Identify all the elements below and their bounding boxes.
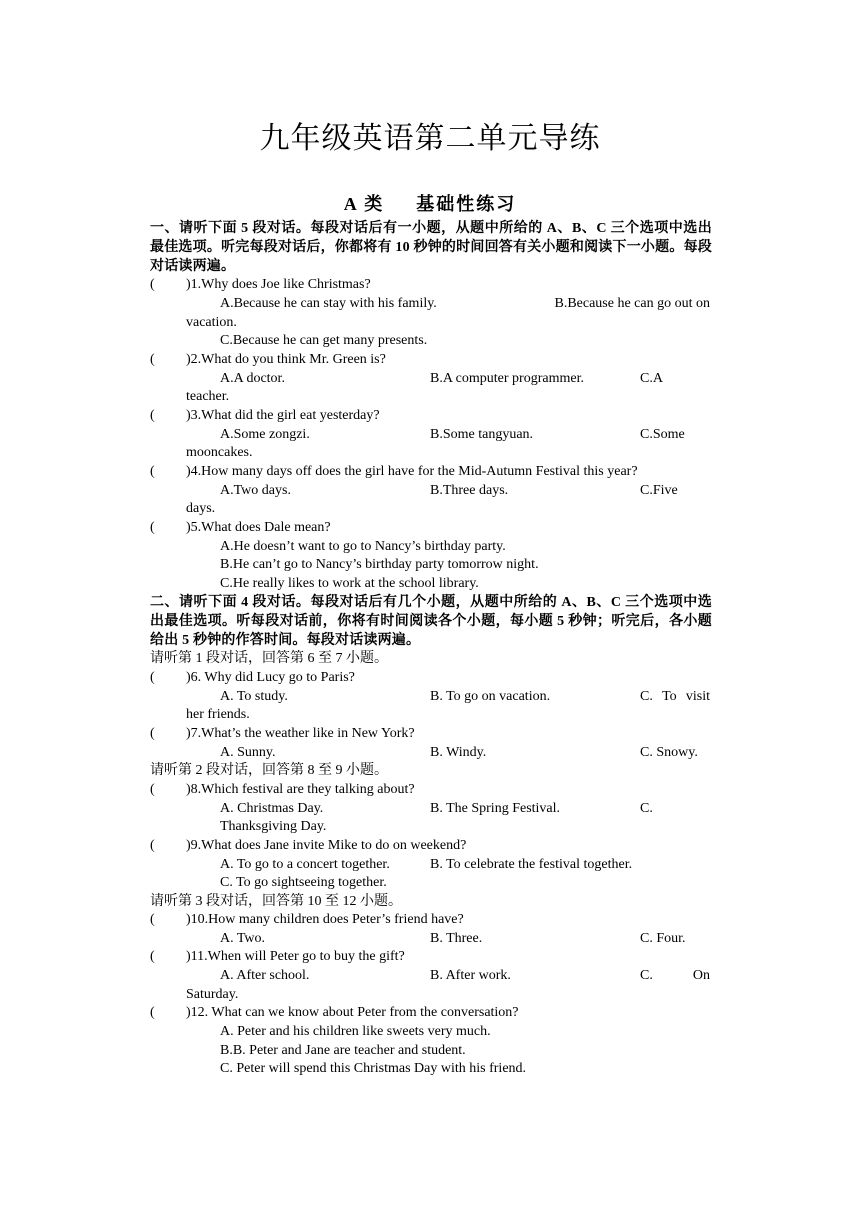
option-a: A.Two days. <box>220 483 291 498</box>
option-a: A. To go to a concert together. <box>220 857 390 872</box>
option-c <box>640 967 710 986</box>
option-c: C. Peter will spend this Christmas Day with his friend. <box>220 1061 527 1076</box>
section-name: 基础性练习 <box>416 194 517 214</box>
question-stem: )12. What can we know about Peter from the conversation? <box>186 1005 519 1020</box>
option-c: C. Four. <box>640 931 686 946</box>
option-c-continuation: mooncakes. <box>186 445 253 460</box>
option-c: C.Because he can get many presents. <box>220 333 428 348</box>
dialogue-note: 请听第 1 段对话，回答第 6 至 7 小题。 <box>150 651 388 666</box>
option-c: C. To go sightseeing together. <box>220 875 387 890</box>
dialogue-note: 请听第 2 段对话，回答第 8 至 9 小题。 <box>150 763 388 778</box>
question-stem: )5.What does Dale mean? <box>186 520 331 535</box>
question-stem: )11.When will Peter go to buy the gift? <box>186 949 405 964</box>
option-a: A.He doesn’t want to go to Nancy’s birthday party. <box>220 539 506 554</box>
option-a: A. Peter and his children like sweets very much. <box>220 1024 491 1039</box>
option-b: B.Because he can go out on <box>554 296 710 311</box>
option-b: B.A computer programmer. <box>430 371 584 386</box>
question-stem: )10.How many children does Peter’s friend have? <box>186 912 464 927</box>
option-a: A. After school. <box>220 968 310 983</box>
option-b: B.He can’t go to Nancy’s birthday party tomorrow night. <box>220 557 539 572</box>
answer-blank: ( <box>150 670 155 685</box>
question-stem: )7.What’s the weather like in New York? <box>186 726 415 741</box>
question-stem: )3.What did the girl eat yesterday? <box>186 408 380 423</box>
option-b: B. After work. <box>430 968 511 983</box>
dialogue-note: 请听第 3 段对话，回答第 10 至 12 小题。 <box>150 894 402 909</box>
option-b: B.Some tangyuan. <box>430 427 534 442</box>
question-stem: )1.Why does Joe like Christmas? <box>186 277 371 292</box>
option-c: C.Five <box>640 483 678 498</box>
answer-blank: ( <box>150 838 155 853</box>
option-c-word: On <box>692 968 710 983</box>
answer-blank: ( <box>150 408 155 423</box>
option-c-continuation: Thanksgiving Day. <box>220 819 327 834</box>
answer-blank: ( <box>150 782 155 797</box>
option-b: B. To celebrate the festival together. <box>430 857 633 872</box>
option-a: A.A doctor. <box>220 371 285 386</box>
answer-blank: ( <box>150 912 155 927</box>
question-stem: )9.What does Jane invite Mike to do on weekend? <box>186 838 467 853</box>
option-b: B.Three days. <box>430 483 509 498</box>
answer-blank: ( <box>150 464 155 479</box>
question-stem: )4.How many days off does the girl have for the Mid-Autumn Festival this year? <box>186 464 638 479</box>
question-stem: )6. Why did Lucy go to Paris? <box>186 670 355 685</box>
option-b: B. Three. <box>430 931 483 946</box>
option-c: C. <box>640 801 653 816</box>
part1-instruction: 一、请听下面 5 段对话。每段对话后有一小题，从题中所给的 A、B、C 三个选项中选出最佳选项。听完每段对话后，你都将有 10 秒钟的时间回答有关小题和阅读下一小题。每段对话读两遍。 <box>150 221 712 274</box>
question-stem: )8.Which festival are they talking about? <box>186 782 415 797</box>
option-c-word: To <box>662 689 677 704</box>
option-a: A. Sunny. <box>220 745 276 760</box>
option-c: C.He really likes to work at the school library. <box>220 576 479 591</box>
answer-blank: ( <box>150 1005 155 1020</box>
option-a: A.Some zongzi. <box>220 427 310 442</box>
option-c-continuation: days. <box>186 501 216 516</box>
option-row <box>220 295 710 314</box>
option-c: C.Some <box>640 427 685 442</box>
option-b: B. The Spring Festival. <box>430 801 561 816</box>
part2-instruction: 二、请听下面 4 段对话。每段对话后有几个小题，从题中所给的 A、B、C 三个选项中选出最佳选项。听每段对话前，你将有时间阅读各个小题，每小题 5 秒钟；听完后，各小题给出 5 秒钟的作答时间。每段对话读两遍。 <box>150 595 712 648</box>
answer-blank: ( <box>150 726 155 741</box>
answer-blank: ( <box>150 949 155 964</box>
option-b: B. Windy. <box>430 745 487 760</box>
option-a: A.Because he can stay with his family. <box>220 296 437 311</box>
option-c <box>640 688 710 707</box>
option-c-word: visit <box>685 689 710 704</box>
option-a: A. To study. <box>220 689 288 704</box>
answer-blank: ( <box>150 352 155 367</box>
option-a: A. Two. <box>220 931 266 946</box>
option-c-continuation: her friends. <box>186 707 250 722</box>
option-c: C. Snowy. <box>640 745 698 760</box>
option-b: B. To go on vacation. <box>430 689 551 704</box>
answer-blank: ( <box>150 277 155 292</box>
option-c-continuation: Saturday. <box>186 987 239 1002</box>
option-c-word: C. <box>640 968 653 983</box>
document-title: 九年级英语第二单元导练 <box>259 122 601 155</box>
option-c: C.A <box>640 371 663 386</box>
answer-blank: ( <box>150 520 155 535</box>
option-b-continuation: vacation. <box>186 315 237 330</box>
section-prefix: A 类 <box>343 194 385 214</box>
option-b: B.B. Peter and Jane are teacher and student. <box>220 1043 466 1058</box>
section-heading <box>0 192 860 216</box>
question-stem: )2.What do you think Mr. Green is? <box>186 352 386 367</box>
option-c-continuation: teacher. <box>186 389 230 404</box>
option-a: A. Christmas Day. <box>220 801 324 816</box>
option-c-word: C. <box>640 689 653 704</box>
